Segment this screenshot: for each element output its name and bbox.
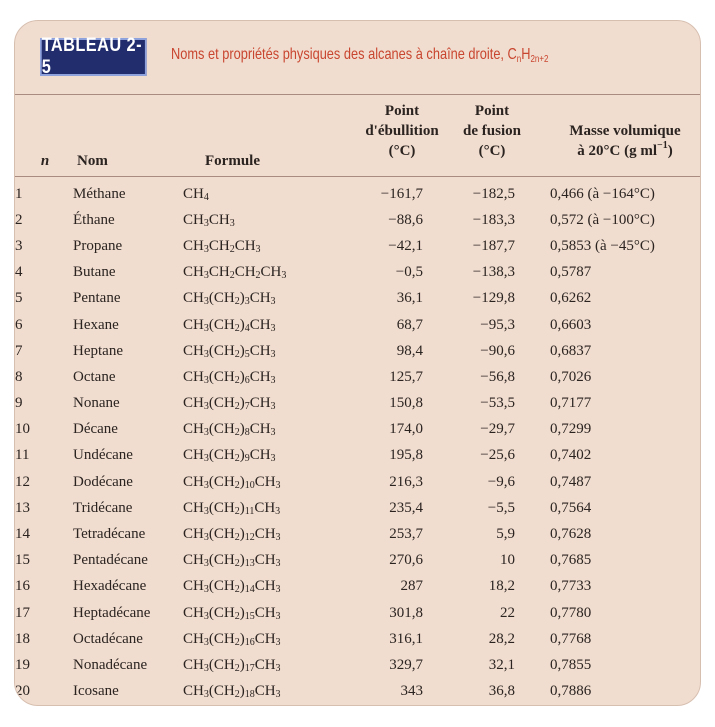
row-boiling-point: 301,8: [389, 604, 423, 621]
row-melting-point: −95,3: [480, 316, 515, 333]
row-melting-point: −129,8: [472, 290, 515, 307]
row-spacer: [515, 652, 550, 678]
row-n: 5: [15, 290, 23, 307]
row-melting-point: −5,5: [487, 499, 515, 516]
table-row: [15, 652, 701, 678]
row-n: 18: [15, 630, 30, 647]
row-name: Tetradécane: [73, 526, 146, 543]
row-density: 0,7177: [550, 395, 592, 412]
header-top-rule: [15, 94, 700, 95]
row-formula: $CH_3(CH_2)_4CH_3$: [183, 316, 276, 334]
row-formula: $CH_3(CH_2)_8CH_3$: [183, 421, 276, 439]
row-spacer: [515, 207, 550, 233]
table-row: [15, 233, 701, 259]
table-row: [15, 260, 701, 286]
row-spacer: [515, 286, 550, 312]
row-melting-point: −90,6: [480, 342, 515, 359]
table-row: [15, 443, 701, 469]
table-row: [15, 521, 701, 547]
row-melting-point: 10: [500, 552, 515, 569]
table-row: [15, 600, 701, 626]
row-n: 12: [15, 473, 30, 490]
row-name: Méthane: [73, 185, 126, 202]
row-spacer: [515, 338, 550, 364]
row-boiling-point: 270,6: [389, 552, 423, 569]
row-n: 20: [15, 683, 30, 700]
column-header-boiling-point: Point d'ébullition (°C): [365, 103, 439, 159]
row-boiling-point: 68,7: [396, 316, 423, 333]
row-density: 0,7628: [550, 526, 592, 543]
row-density: 0,5787: [550, 264, 592, 281]
row-melting-point: 36,8: [488, 683, 515, 700]
row-name: Hexadécane: [73, 578, 147, 595]
row-spacer: [515, 521, 550, 547]
row-name: Nonane: [73, 395, 120, 412]
row-melting-point: 28,2: [488, 630, 515, 647]
row-n: 17: [15, 604, 30, 621]
row-density: 0,7299: [550, 421, 592, 438]
row-n: 10: [15, 421, 30, 438]
table-number-tag: TABLEAU 2-5: [40, 38, 147, 76]
row-n: 6: [15, 316, 23, 333]
row-name: Tridécane: [73, 499, 133, 516]
row-formula: $CH_3(CH_2)_{16}CH_3$: [183, 630, 281, 648]
row-spacer: [515, 548, 550, 574]
row-formula: $CH_3(CH_2)_{11}CH_3$: [183, 499, 281, 517]
table-row: [15, 391, 701, 417]
row-melting-point: −56,8: [480, 368, 515, 385]
table-row: [15, 626, 701, 652]
row-name: Heptane: [73, 342, 123, 359]
row-formula: $CH_3CH_3$: [183, 211, 235, 229]
table-row: [15, 207, 701, 233]
row-formula: $CH_3(CH_2)_9CH_3$: [183, 447, 276, 465]
alkane-table: [15, 181, 701, 705]
row-name: Heptadécane: [73, 604, 151, 621]
row-melting-point: −25,6: [480, 447, 515, 464]
row-spacer: [515, 233, 550, 259]
table-row: [15, 679, 701, 705]
column-header-n: n: [40, 153, 50, 169]
row-density: 0,7886: [550, 683, 592, 700]
row-name: Pentadécane: [73, 552, 148, 569]
row-spacer: [515, 574, 550, 600]
row-formula: $CH_3(CH_2)_{18}CH_3$: [183, 683, 281, 701]
column-header-melting-point: Point de fusion (°C): [463, 103, 521, 159]
row-name: Décane: [73, 421, 118, 438]
row-n: 16: [15, 578, 30, 595]
row-formula: $CH_3(CH_2)_{15}CH_3$: [183, 604, 281, 622]
row-boiling-point: 174,0: [389, 421, 423, 438]
table-row: [15, 312, 701, 338]
row-boiling-point: −0,5: [395, 264, 423, 281]
row-melting-point: −182,5: [472, 185, 515, 202]
row-spacer: [515, 312, 550, 338]
row-formula: $CH_3(CH_2)_{10}CH_3$: [183, 473, 281, 491]
row-density: 0,6262: [550, 290, 592, 307]
table-row: [15, 574, 701, 600]
column-header-formula: Formule: [205, 153, 260, 169]
row-density: 0,7026: [550, 368, 592, 385]
header-bottom-rule: [15, 176, 700, 177]
row-n: 3: [15, 237, 23, 254]
row-boiling-point: −42,1: [388, 237, 423, 254]
row-formula: $CH_3(CH_2)_{14}CH_3$: [183, 578, 281, 596]
row-n: 9: [15, 395, 23, 412]
row-name: Butane: [73, 264, 116, 281]
row-spacer: [515, 417, 550, 443]
row-name: Undécane: [73, 447, 133, 464]
row-n: 2: [15, 211, 23, 228]
row-spacer: [515, 679, 550, 705]
column-header-name: Nom: [77, 153, 108, 169]
row-density: 0,7733: [550, 578, 592, 595]
row-density: 0,7402: [550, 447, 592, 464]
row-spacer: [515, 443, 550, 469]
table-row: [15, 286, 701, 312]
row-boiling-point: 287: [400, 578, 423, 595]
row-n: 15: [15, 552, 30, 569]
row-boiling-point: 125,7: [389, 368, 423, 385]
table-row: [15, 181, 701, 207]
row-density: 0,7855: [550, 656, 592, 673]
row-formula: $CH_3(CH_2)_{13}CH_3$: [183, 552, 281, 570]
row-density: 0,7685: [550, 552, 592, 569]
alkane-table-body: [15, 181, 701, 705]
table-row: [15, 364, 701, 390]
row-melting-point: 5,9: [496, 526, 515, 543]
row-spacer: [515, 469, 550, 495]
row-name: Propane: [73, 237, 123, 254]
column-header-density: Masse volumique à 20°C (g $ml^{-1}$): [569, 123, 681, 159]
table-row: [15, 338, 701, 364]
row-density: 0,7487: [550, 473, 592, 490]
row-name: Hexane: [73, 316, 119, 333]
row-formula: $CH_4$: [183, 185, 209, 203]
title-bar: [40, 35, 690, 78]
row-spacer: [515, 260, 550, 286]
row-boiling-point: 195,8: [389, 447, 423, 464]
row-boiling-point: 216,3: [389, 473, 423, 490]
row-density: 0,572 (à −100°C): [550, 211, 655, 228]
table-row: [15, 495, 701, 521]
row-name: Octane: [73, 368, 116, 385]
row-boiling-point: 316,1: [389, 630, 423, 647]
row-formula: $CH_3(CH_2)_5CH_3$: [183, 342, 276, 360]
table-title: Noms et propriétés physiques des alcanes à chaîne droite, $C_nH_{2n+2}$: [171, 46, 549, 65]
row-boiling-point: 98,4: [396, 342, 423, 359]
row-density: 0,6603: [550, 316, 592, 333]
row-n: 19: [15, 656, 30, 673]
row-n: 13: [15, 499, 30, 516]
row-name: Octadécane: [73, 630, 143, 647]
row-melting-point: −9,6: [487, 473, 515, 490]
row-n: 14: [15, 526, 30, 543]
row-density: 0,7768: [550, 630, 592, 647]
row-n: 7: [15, 342, 23, 359]
row-n: 1: [15, 185, 23, 202]
row-melting-point: 22: [500, 604, 515, 621]
row-name: Nonadécane: [73, 656, 148, 673]
row-n: 11: [15, 447, 30, 464]
row-formula: $CH_3(CH_2)_{12}CH_3$: [183, 526, 281, 544]
row-density: 0,6837: [550, 342, 592, 359]
row-melting-point: −53,5: [480, 395, 515, 412]
row-n: 4: [15, 264, 23, 281]
row-name: Éthane: [73, 211, 115, 228]
row-formula: $CH_3CH_2CH_2CH_3$: [183, 264, 287, 282]
row-spacer: [515, 626, 550, 652]
row-spacer: [515, 495, 550, 521]
row-density: 0,5853 (à −45°C): [550, 237, 655, 254]
row-spacer: [515, 364, 550, 390]
row-boiling-point: −88,6: [388, 211, 423, 228]
row-formula: $CH_3(CH_2)_6CH_3$: [183, 368, 276, 386]
row-boiling-point: 343: [400, 683, 423, 700]
row-boiling-point: 36,1: [396, 290, 423, 307]
row-name: Icosane: [73, 683, 119, 700]
row-boiling-point: 253,7: [389, 526, 423, 543]
row-boiling-point: 329,7: [389, 656, 423, 673]
row-n: 8: [15, 368, 23, 385]
row-spacer: [515, 600, 550, 626]
row-melting-point: −138,3: [472, 264, 515, 281]
row-spacer: [515, 391, 550, 417]
row-melting-point: −187,7: [472, 237, 515, 254]
table-row: [15, 548, 701, 574]
row-density: 0,7780: [550, 604, 592, 621]
row-formula: $CH_3(CH_2)_3CH_3$: [183, 290, 276, 308]
row-boiling-point: 150,8: [389, 395, 423, 412]
row-density: 0,466 (à −164°C): [550, 185, 655, 202]
row-formula: $CH_3(CH_2)_7CH_3$: [183, 395, 276, 413]
row-boiling-point: 235,4: [389, 499, 423, 516]
table-row: [15, 469, 701, 495]
row-name: Pentane: [73, 290, 121, 307]
row-boiling-point: −161,7: [380, 185, 423, 202]
row-melting-point: −29,7: [480, 421, 515, 438]
row-formula: $CH_3CH_2CH_3$: [183, 237, 261, 255]
row-name: Dodécane: [73, 473, 133, 490]
table-card: [14, 20, 701, 706]
row-density: 0,7564: [550, 499, 592, 516]
row-spacer: [515, 181, 550, 207]
row-melting-point: −183,3: [472, 211, 515, 228]
table-row: [15, 417, 701, 443]
row-formula: $CH_3(CH_2)_{17}CH_3$: [183, 656, 281, 674]
row-melting-point: 18,2: [488, 578, 515, 595]
row-melting-point: 32,1: [488, 656, 515, 673]
